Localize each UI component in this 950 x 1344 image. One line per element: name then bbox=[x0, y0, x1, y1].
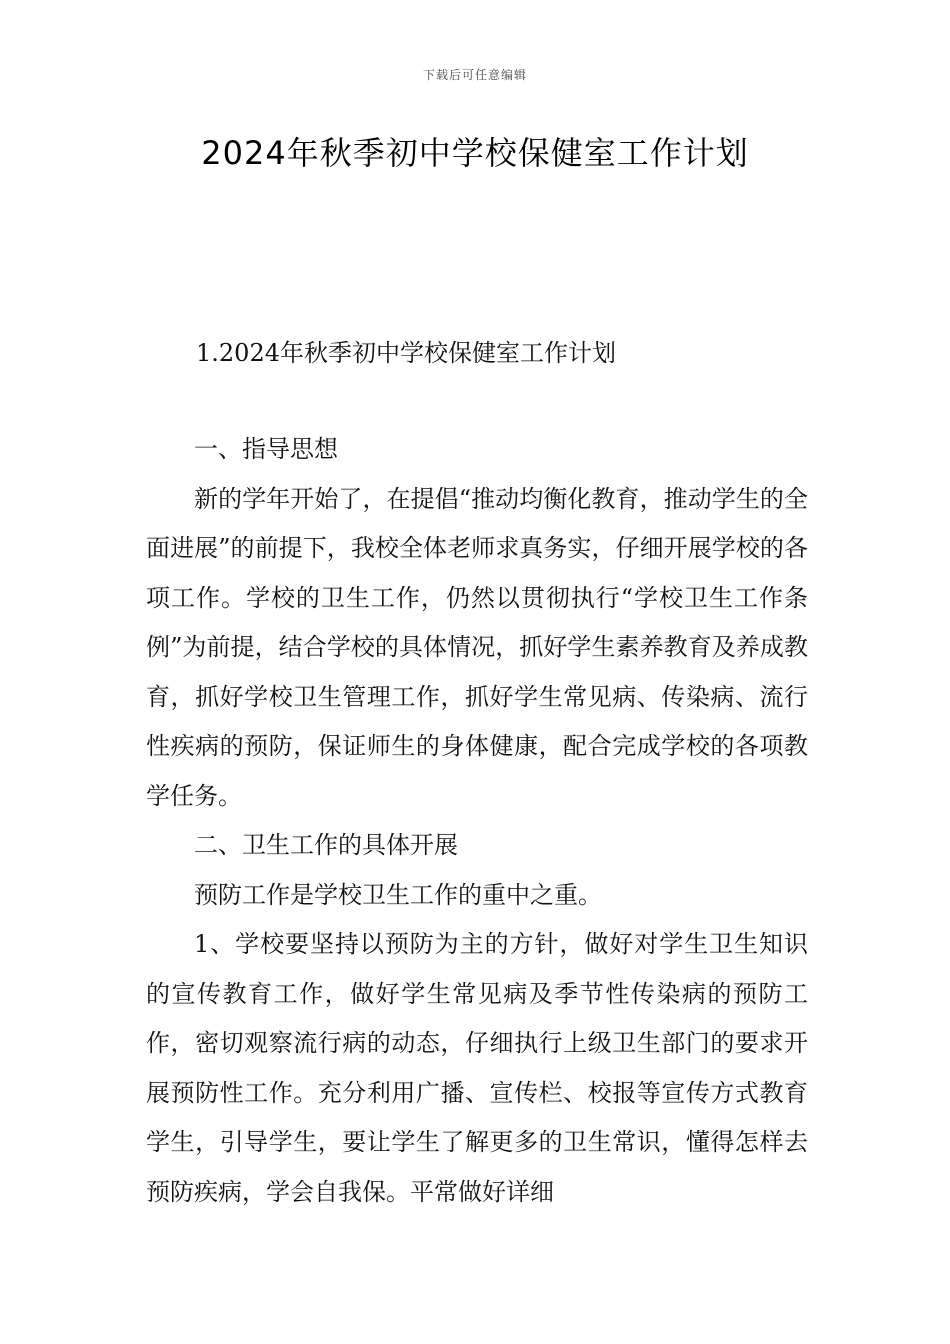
section-heading-health-work: 二、卫生工作的具体开展 bbox=[194, 831, 458, 859]
item-heading: 1.2024年秋季初中学校保健室工作计划 bbox=[196, 339, 616, 367]
header-note: 下载后可任意编辑 bbox=[422, 68, 527, 82]
page-title: 2024年秋季初中学校保健室工作计划 bbox=[201, 134, 749, 172]
paragraph-prevention-item-1: 1、学校要坚持以预防为主的方针，做好对学生卫生知识的宣传教育工作，做好学生常见病及季节性传染病的预防工作，密切观察流行病的动态，仔细执行上级卫生部门的要求开展预防性工作。充分利用广播、宣传栏、校报等宣传方式教育学生，引导学生，要让学生了解更多的卫生常识，懂得怎样去预防疾病，学会自我保。平常做好详细 bbox=[146, 930, 808, 1206]
document-body bbox=[146, 425, 808, 1217]
section-heading-guiding-thought: 一、指导思想 bbox=[194, 435, 338, 463]
paragraph-guiding-thought: 新的学年开始了，在提倡“推动均衡化教育，推动学生的全面进展”的前提下，我校全体老师求真务实，仔细开展学校的各项工作。学校的卫生工作，仍然以贯彻执行“学校卫生工作条例”为前提，结合学校的具体情况，抓好学生素养教育及养成教育，抓好学校卫生管理工作，抓好学生常见病、传染病、流行性疾病的预防，保证师生的身体健康，配合完成学校的各项教学任务。 bbox=[146, 484, 808, 810]
paragraph-prevention-intro: 预防工作是学校卫生工作的重中之重。 bbox=[194, 880, 602, 909]
